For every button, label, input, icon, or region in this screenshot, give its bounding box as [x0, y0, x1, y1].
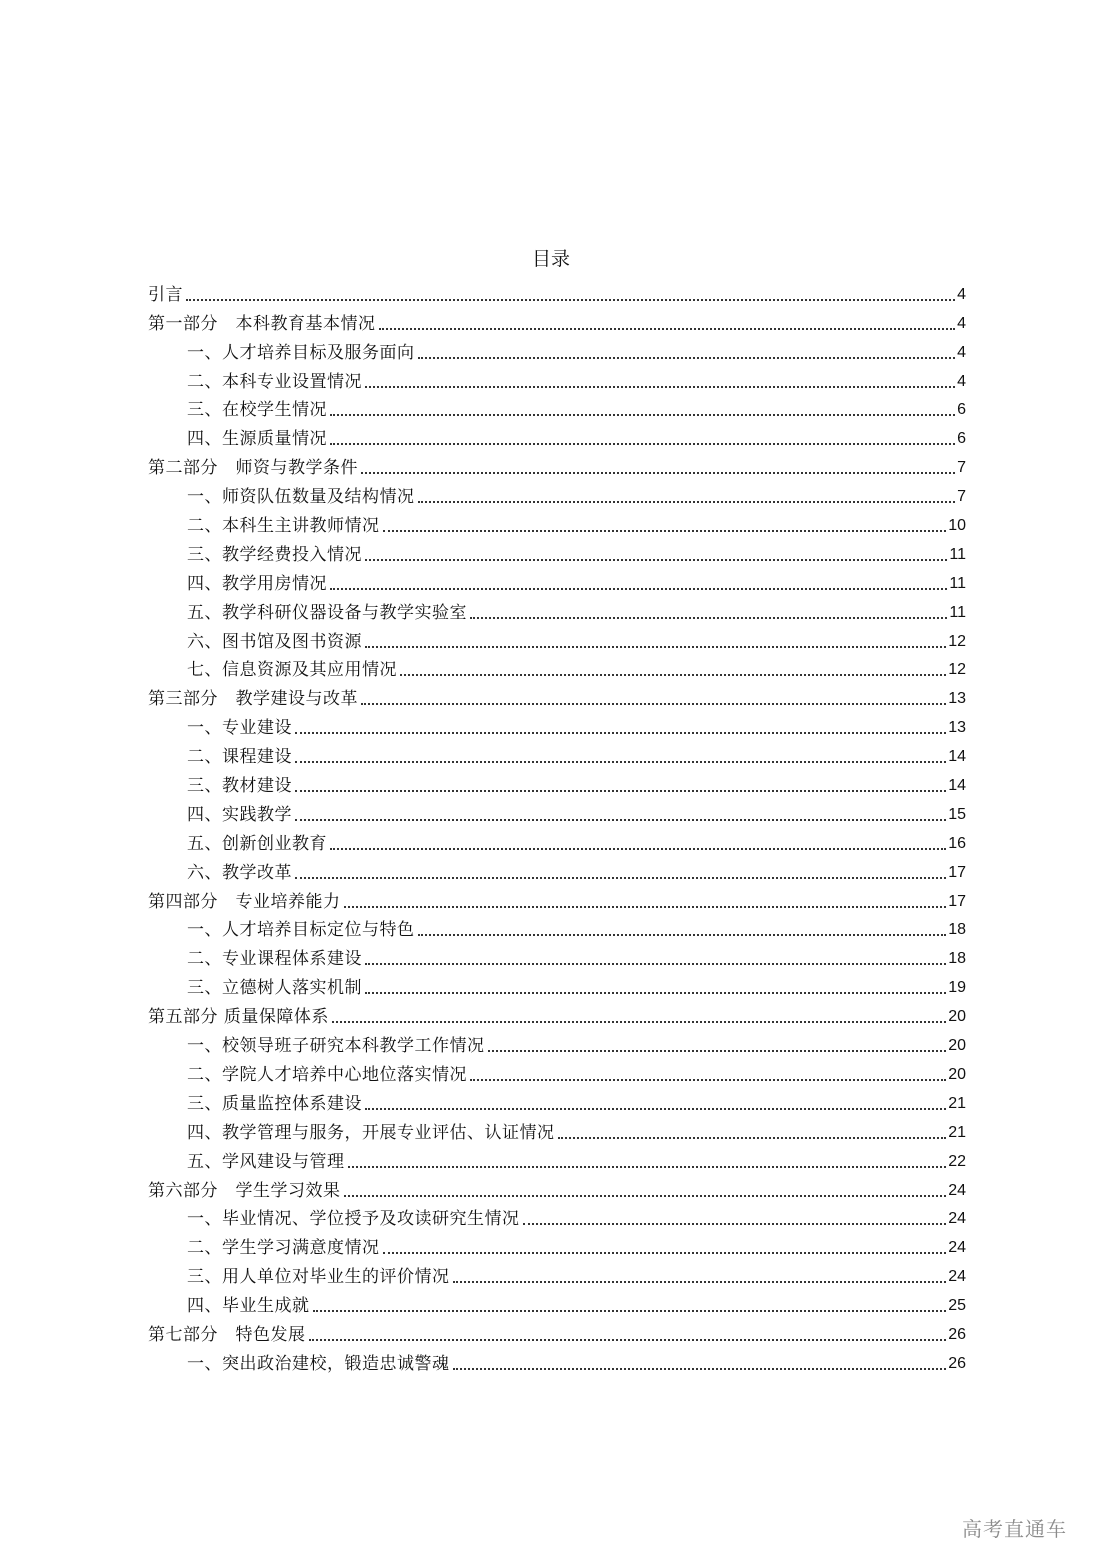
toc-page-number: 7: [957, 459, 966, 477]
toc-page-number: 20: [948, 1037, 966, 1055]
toc-entry-label: 一、人才培养目标定位与特色: [187, 920, 415, 941]
toc-dot-leader: [365, 386, 955, 388]
toc-dot-leader: [418, 501, 956, 503]
toc-entry-label: 第七部分 特色发展: [148, 1324, 306, 1345]
toc-dot-leader: [361, 472, 955, 474]
toc-page-number: 24: [948, 1239, 966, 1257]
toc-section-entry[interactable]: [148, 855, 966, 884]
toc-entry-label: 四、实践教学: [187, 804, 292, 825]
toc-section-entry[interactable]: [148, 335, 966, 364]
toc-part-entry[interactable]: [148, 450, 966, 479]
toc-dot-leader: [470, 617, 947, 619]
toc-dot-leader: [330, 848, 946, 850]
toc-part-entry[interactable]: [148, 884, 966, 913]
toc-section-entry[interactable]: [148, 1346, 966, 1375]
toc-section-entry[interactable]: [148, 1202, 966, 1231]
toc-section-entry[interactable]: [148, 364, 966, 393]
toc-section-entry[interactable]: [148, 1115, 966, 1144]
toc-entry-label: 二、本科生主讲教师情况: [187, 516, 380, 537]
toc-page-number: 6: [957, 430, 966, 448]
toc-page-number: 18: [948, 921, 966, 939]
toc-entry-label: 二、课程建设: [187, 747, 292, 768]
toc-page-number: 25: [948, 1297, 966, 1315]
toc-page-number: 13: [948, 690, 966, 708]
toc-entry-label: 第六部分 学生学习效果: [148, 1180, 341, 1201]
toc-dot-leader: [330, 588, 947, 590]
toc-entry-label: 五、创新创业教育: [187, 833, 327, 854]
toc-dot-leader: [295, 790, 946, 792]
toc-page-number: 10: [948, 517, 966, 535]
toc-section-entry[interactable]: [148, 479, 966, 508]
toc-part-entry[interactable]: [148, 1317, 966, 1346]
toc-page-number: 6: [957, 401, 966, 419]
toc-entry-label: 二、专业课程体系建设: [187, 949, 362, 970]
toc-page-number: 13: [948, 719, 966, 737]
toc-page-number: 14: [948, 777, 966, 795]
toc-section-entry[interactable]: [148, 653, 966, 682]
toc-section-entry[interactable]: [148, 970, 966, 999]
toc-page-number: 26: [948, 1354, 966, 1372]
toc-dot-leader: [379, 328, 956, 330]
toc-section-entry[interactable]: [148, 1144, 966, 1173]
toc-section-entry[interactable]: [148, 566, 966, 595]
toc-dot-leader: [309, 1339, 947, 1341]
toc-section-entry[interactable]: [148, 1028, 966, 1057]
toc-page-number: 16: [948, 834, 966, 852]
toc-dot-leader: [453, 1281, 947, 1283]
toc-page-number: 17: [948, 863, 966, 881]
toc-entry-label: 一、毕业情况、学位授予及攻读研究生情况: [187, 1209, 520, 1230]
toc-dot-leader: [332, 1021, 946, 1023]
toc-entry-label: 二、本科专业设置情况: [187, 371, 362, 392]
toc-entry-label: 三、在校学生情况: [187, 400, 327, 421]
toc-entry-label: 三、立德树人落实机制: [187, 978, 362, 999]
toc-page-number: 4: [957, 285, 966, 303]
toc-section-entry[interactable]: [148, 1288, 966, 1317]
toc-page-number: 12: [948, 632, 966, 650]
toc-entry-label: 第二部分 师资与教学条件: [148, 458, 358, 479]
toc-entry-label: 二、学生学习满意度情况: [187, 1238, 380, 1259]
toc-dot-leader: [365, 992, 946, 994]
toc-section-entry[interactable]: [148, 797, 966, 826]
toc-dot-leader: [295, 732, 946, 734]
table-of-contents: [148, 277, 966, 1375]
toc-dot-leader: [365, 963, 946, 965]
toc-page-number: 11: [949, 603, 966, 621]
toc-section-entry[interactable]: [148, 826, 966, 855]
toc-dot-leader: [365, 646, 946, 648]
toc-section-entry[interactable]: [148, 537, 966, 566]
toc-entry-label: 一、突出政治建校，锻造忠诚警魂: [187, 1353, 450, 1374]
toc-dot-leader: [470, 1079, 946, 1081]
toc-page-number: 11: [949, 574, 966, 592]
toc-dot-leader: [348, 1166, 947, 1168]
toc-entry-label: 第三部分 教学建设与改革: [148, 689, 358, 710]
toc-dot-leader: [365, 559, 947, 561]
toc-dot-leader: [488, 1050, 947, 1052]
toc-dot-leader: [330, 414, 955, 416]
toc-dot-leader: [330, 443, 955, 445]
toc-dot-leader: [295, 877, 946, 879]
toc-section-entry[interactable]: [148, 421, 966, 450]
toc-page-number: 11: [949, 545, 966, 563]
toc-page-number: 24: [948, 1181, 966, 1199]
toc-part-entry[interactable]: [148, 306, 966, 335]
toc-entry-label: 引言: [148, 284, 183, 305]
toc-section-entry[interactable]: [148, 1259, 966, 1288]
toc-entry-label: 五、学风建设与管理: [187, 1151, 345, 1172]
toc-page-number: 18: [948, 950, 966, 968]
toc-page-number: 21: [948, 1094, 966, 1112]
toc-entry-label: 第一部分 本科教育基本情况: [148, 313, 376, 334]
toc-entry-label: 六、图书馆及图书资源: [187, 631, 362, 652]
toc-page-number: 17: [948, 892, 966, 910]
toc-page-number: 26: [948, 1325, 966, 1343]
toc-entry-label: 第四部分 专业培养能力: [148, 891, 341, 912]
toc-page-number: 24: [948, 1210, 966, 1228]
toc-dot-leader: [344, 906, 947, 908]
toc-part-entry[interactable]: [148, 681, 966, 710]
toc-section-entry[interactable]: [148, 1230, 966, 1259]
toc-entry-label: 一、师资队伍数量及结构情况: [187, 487, 415, 508]
toc-dot-leader: [344, 1195, 947, 1197]
toc-page-number: 15: [948, 805, 966, 823]
toc-entry-label: 一、校领导班子研究本科教学工作情况: [187, 1036, 485, 1057]
toc-entry-label: 三、质量监控体系建设: [187, 1093, 362, 1114]
toc-page-number: 4: [957, 372, 966, 390]
toc-part-entry[interactable]: [148, 277, 966, 306]
toc-dot-leader: [295, 761, 946, 763]
toc-dot-leader: [383, 1252, 947, 1254]
toc-section-entry[interactable]: [148, 393, 966, 422]
toc-page-number: 12: [948, 661, 966, 679]
toc-dot-leader: [365, 1108, 946, 1110]
toc-dot-leader: [186, 299, 955, 301]
toc-entry-label: 第五部分 质量保障体系: [148, 1007, 329, 1028]
toc-page-number: 14: [948, 748, 966, 766]
toc-section-entry[interactable]: [148, 508, 966, 537]
toc-section-entry[interactable]: [148, 624, 966, 653]
toc-entry-label: 五、教学科研仪器设备与教学实验室: [187, 602, 467, 623]
toc-entry-label: 一、专业建设: [187, 718, 292, 739]
toc-dot-leader: [418, 357, 956, 359]
toc-entry-label: 三、教学经费投入情况: [187, 544, 362, 565]
toc-page-number: 22: [948, 1152, 966, 1170]
toc-dot-leader: [523, 1223, 947, 1225]
toc-section-entry[interactable]: [148, 941, 966, 970]
toc-entry-label: 四、教学用房情况: [187, 573, 327, 594]
toc-page-number: 19: [948, 979, 966, 997]
toc-part-entry[interactable]: [148, 1173, 966, 1202]
watermark: 高考直通车: [962, 1517, 1067, 1541]
toc-entry-label: 七、信息资源及其应用情况: [187, 660, 397, 681]
toc-entry-label: 一、人才培养目标及服务面向: [187, 342, 415, 363]
toc-entry-label: 二、学院人才培养中心地位落实情况: [187, 1064, 467, 1085]
toc-section-entry[interactable]: [148, 1086, 966, 1115]
toc-page-number: 7: [957, 488, 966, 506]
toc-entry-label: 四、生源质量情况: [187, 429, 327, 450]
toc-section-entry[interactable]: [148, 913, 966, 942]
toc-section-entry[interactable]: [148, 710, 966, 739]
toc-section-entry[interactable]: [148, 768, 966, 797]
toc-dot-leader: [295, 819, 946, 821]
toc-section-entry[interactable]: [148, 1057, 966, 1086]
toc-dot-leader: [313, 1310, 947, 1312]
toc-page-number: 24: [948, 1268, 966, 1286]
toc-entry-label: 三、用人单位对毕业生的评价情况: [187, 1267, 450, 1288]
toc-page-number: 20: [948, 1008, 966, 1026]
toc-dot-leader: [558, 1137, 947, 1139]
toc-entry-label: 四、教学管理与服务，开展专业评估、认证情况: [187, 1122, 555, 1143]
toc-dot-leader: [400, 674, 946, 676]
toc-page-number: 21: [948, 1123, 966, 1141]
toc-page-number: 20: [948, 1065, 966, 1083]
toc-dot-leader: [361, 703, 946, 705]
toc-entry-label: 六、教学改革: [187, 862, 292, 883]
toc-page-number: 4: [957, 343, 966, 361]
toc-dot-leader: [383, 530, 947, 532]
toc-section-entry[interactable]: [148, 595, 966, 624]
toc-dot-leader: [453, 1368, 947, 1370]
toc-entry-label: 四、毕业生成就: [187, 1296, 310, 1317]
toc-part-entry[interactable]: [148, 999, 966, 1028]
toc-page-number: 4: [957, 314, 966, 332]
toc-entry-label: 三、教材建设: [187, 776, 292, 797]
toc-title: 目录: [531, 248, 570, 270]
toc-section-entry[interactable]: [148, 739, 966, 768]
toc-dot-leader: [418, 934, 947, 936]
